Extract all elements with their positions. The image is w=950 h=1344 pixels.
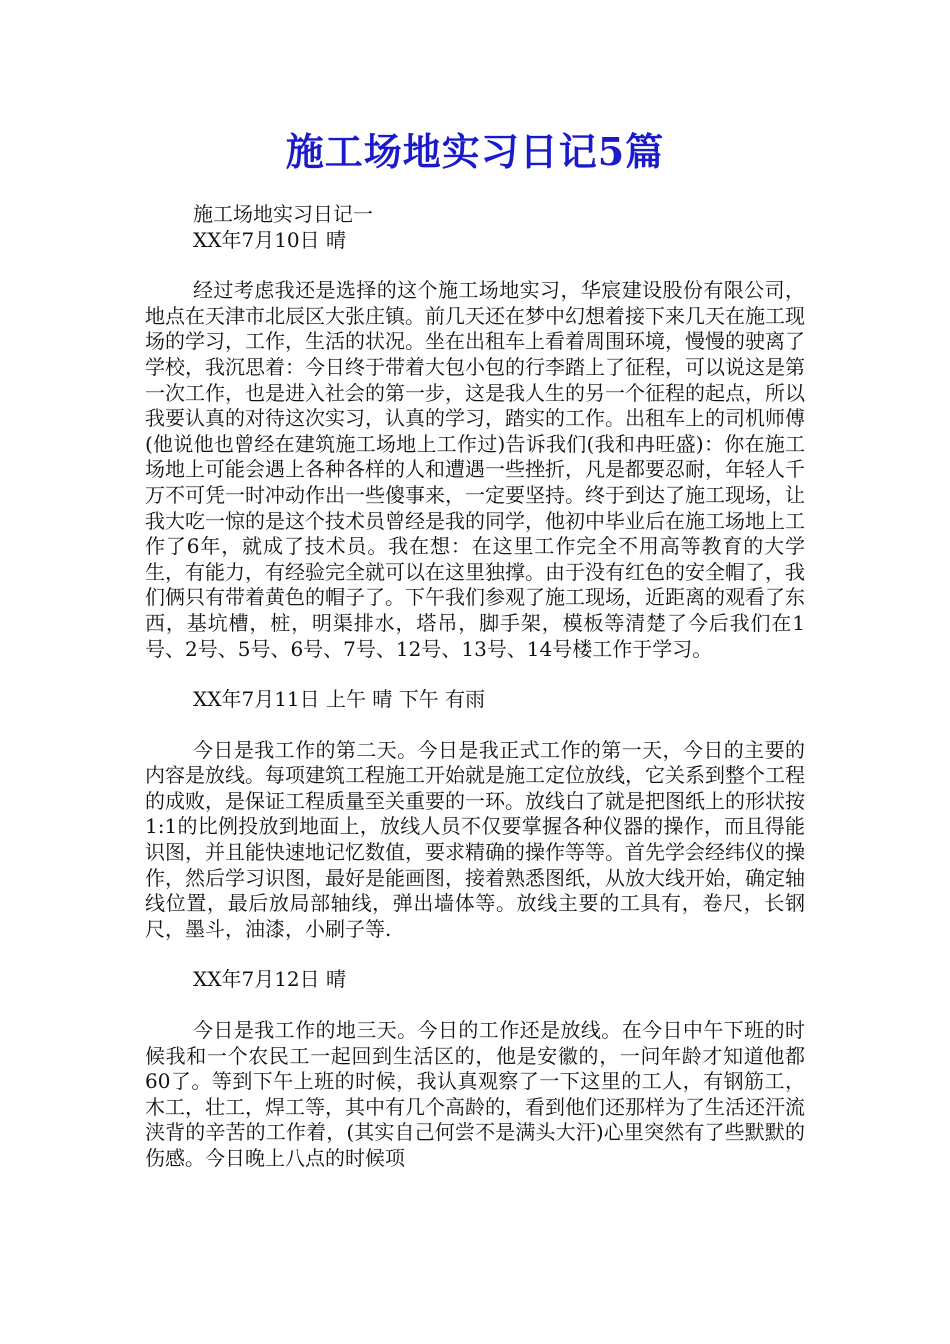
spacer [145,942,805,967]
spacer [145,662,805,687]
spacer [145,713,805,738]
entry-body-1: 经过考虑我还是选择的这个施工场地实习，华宸建设股份有限公司，地点在天津市北辰区大张庄镇。前几天还在梦中幻想着接下来几天在施工现场的学习，工作，生活的状况。坐在出租车上看着周围环境，慢慢的驶离了学校，我沉思着：今日终于带着大包小包的行李踏上了征程，可以说这是第一次工作，也是进入社会的第一步，这是我人生的另一个征程的起点，所以我要认真的对待这次实习，认真的学习，踏实的工作。出租车上的司机师傅(他说他也曾经在建筑施工场地上工作过)告诉我们(我和冉旺盛)：你在施工场地上可能会遇上各种各样的人和遭遇一些挫折，凡是都要忍耐，年轻人千万不可凭一时冲动作出一些傻事来，一定要坚持。终于到达了施工现场，让我大吃一惊的是这个技术员曾经是我的同学，他初中毕业后在施工场地上工作了6年，就成了技术员。我在想：在这里工作完全不用高等教育的大学生，有能力，有经验完全就可以在这里独撑。由于没有红色的安全帽了，我们俩只有带着黄色的帽子了。下午我们参观了施工现场，近距离的观看了东西，基坑槽，桩，明渠排水，塔吊，脚手架，模板等清楚了今后我们在1号、2号、5号、6号、7号、12号、13号、14号楼工作于学习。 [145,278,805,661]
entry-body-2: 今日是我工作的第二天。今日是我正式工作的第一天，今日的主要的内容是放线。每项建筑工程施工开始就是施工定位放线，它关系到整个工程的成败，是保证工程质量至关重要的一环。放线白了就是把图纸上的形状按1:1的比例投放到地面上，放线人员不仅要掌握各种仪器的操作，而且得能识图，并且能快速地记忆数值，要求精确的操作等等。首先学会经纬仪的操作，然后学习识图，最好是能画图，接着熟悉图纸，从放大线开始，确定轴线位置，最后放局部轴线，弹出墙体等。放线主要的工具有，卷尺，长钢尺，墨斗，油漆，小刷子等. [145,737,805,941]
spacer [145,253,805,278]
spacer [145,993,805,1018]
entry-body-3: 今日是我工作的地三天。今日的工作还是放线。在今日中午下班的时候我和一个农民工一起回到生活区的，他是安徽的，一问年龄才知道他都60了。等到下午上班的时候，我认真观察了一下这里的工人，有钢筋工，木工，壮工，焊工等，其中有几个高龄的，看到他们还那样为了生活还汗流浃背的辛苦的工作着，(其实自己何尝不是满头大汗)心里突然有了些默默的伤感。今日晚上八点的时候项 [145,1018,805,1170]
entry-date-2: XX年7月11日 上午 晴 下午 有雨 [193,687,486,712]
entry-date-3: XX年7月12日 晴 [193,967,347,992]
entry-date-1: XX年7月10日 晴 [193,227,347,252]
document-title: 施工场地实习日记5篇 [285,129,665,174]
section-heading: 施工场地实习日记一 [193,202,373,226]
